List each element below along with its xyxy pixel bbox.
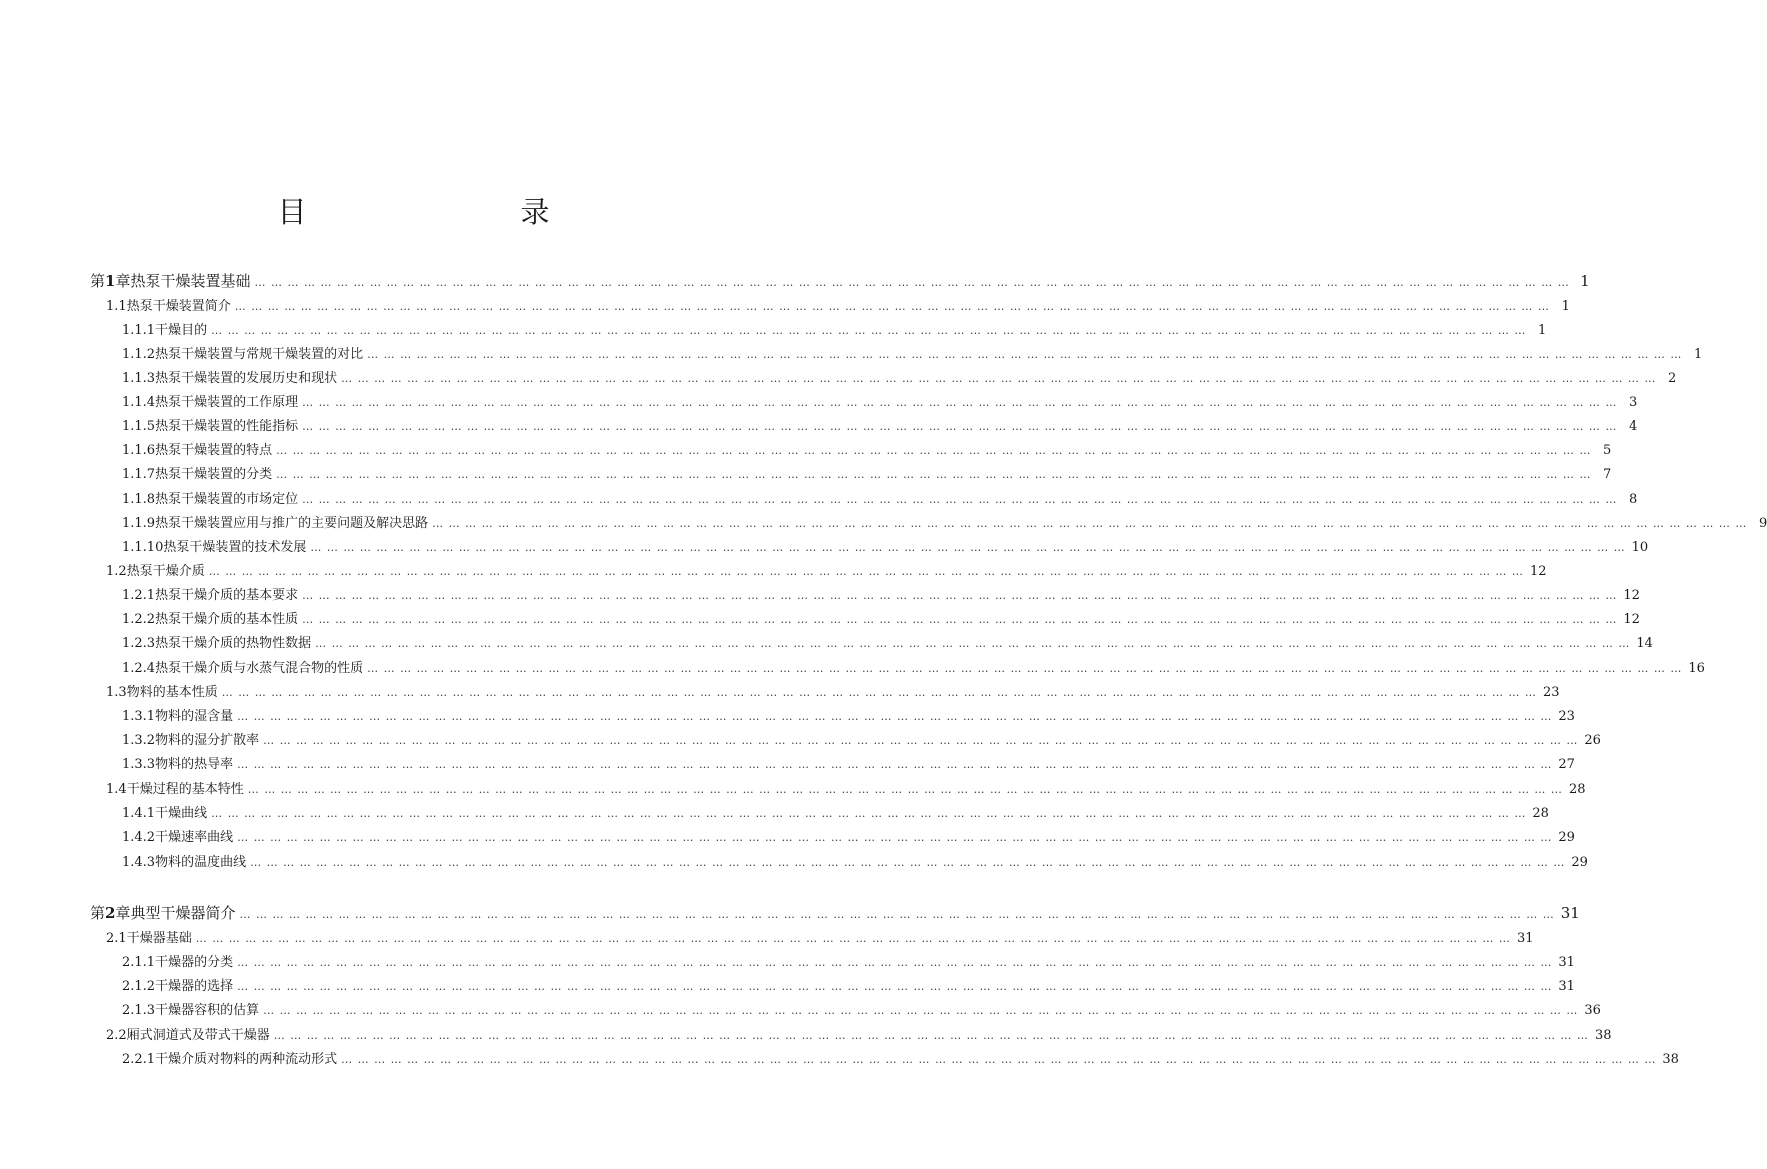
toc-entry-title: 热泵干燥装置的发展历史和现状 — [155, 371, 338, 386]
toc-entry-page: 12 — [1623, 588, 1640, 603]
toc-entry-title: 热泵干燥装置的特点 — [155, 443, 273, 458]
dot-leader: … … … … … … … … … … … … … … … … … … … … … … … … … … … … … … … … … … … … … … … … … … … … … … … … … … … … … … … … … … … … … … … … … … … … … … … … … … … … … … … … — [237, 710, 1553, 723]
toc-entry-title: 物料的湿含量 — [155, 709, 234, 724]
toc-entry-page: 12 — [1529, 564, 1547, 579]
toc-entry-number: 2.2 — [106, 1028, 127, 1043]
toc-entry-page: 28 — [1568, 782, 1586, 797]
toc-entry-title: 热泵干燥装置的性能指标 — [155, 419, 299, 434]
dot-leader: … … … … … … … … … … … … … … … … … … … … … … … … … … … … … … … … … … … … … … … … … … … … … … … … … … … … … … … … … … … … … … … … … … … … … … … … … … … … … … … … — [211, 324, 1527, 337]
toc-entry-page: 38 — [1662, 1052, 1679, 1067]
toc-entry[interactable] — [106, 295, 1570, 314]
toc-entry-page: 9 — [1759, 516, 1767, 531]
toc-entry[interactable] — [122, 999, 1601, 1018]
dot-leader: … … … … … … … … … … … … … … … … … … … … … … … … … … … … … … … … … … … … … … … … … … … … … … … … … … … … … … … … … … … … … … … … … … … … … … … … … … … … … … … … — [276, 468, 1592, 481]
toc-entry-title: 干燥曲线 — [155, 806, 208, 821]
toc-entry[interactable] — [122, 536, 1649, 555]
toc-entry-title: 干燥介质对物料的两种流动形式 — [155, 1052, 338, 1067]
dot-leader: … … … … … … … … … … … … … … … … … … … … … … … … … … … … … … … … … … … … … … … … … … … … … … … … … … … … … … … … … … … … … … … … … … … … … … … … … … … … … … … … — [221, 686, 1537, 699]
toc-entry-page: 26 — [1584, 733, 1601, 748]
toc-entry-number: 2.2.1 — [122, 1052, 156, 1067]
toc-entry-title: 热泵干燥装置的工作原理 — [155, 395, 299, 410]
toc-entry-title: 物料的温度曲线 — [155, 855, 247, 870]
toc-entry-number: 1.1.10 — [122, 540, 164, 555]
toc-entry-title: 干燥速率曲线 — [155, 830, 234, 845]
toc-entry-number: 1.4.3 — [122, 855, 156, 870]
toc-entry-number: 1.3 — [106, 685, 127, 700]
toc-entry[interactable] — [122, 463, 1612, 482]
toc-entry-title: 热泵干燥装置基础 — [130, 272, 251, 290]
toc-entry-number: 2.1 — [106, 931, 127, 946]
toc-entry[interactable] — [122, 826, 1575, 845]
chapter-number: 1 — [105, 272, 116, 290]
toc-entry[interactable] — [122, 343, 1703, 362]
toc-entry-page: 38 — [1594, 1028, 1612, 1043]
toc-entry-title: 干燥器的选择 — [155, 979, 234, 994]
dot-leader: … … … … … … … … … … … … … … … … … … … … … … … … … … … … … … … … … … … … … … … … … … … … … … … … … … … … … … … … … … … … … … … … … … … … … … … … … … … … … … … … — [263, 1004, 1579, 1017]
toc-entry-title: 干燥过程的基本特性 — [126, 782, 244, 797]
dot-leader: … … … … … … … … … … … … … … … … … … … … … … … … … … … … … … … … … … … … … … … … … … … … … … … … … … … … … … … … … … … … … … … … … … … … … … … … … … … … … … … … — [254, 276, 1570, 289]
toc-entry-number — [90, 902, 130, 923]
chapter-prefix: 第 — [90, 272, 106, 290]
dot-leader: … … … … … … … … … … … … … … … … … … … … … … … … … … … … … … … … … … … … … … … … … … … … … … … … … … … … … … … … … … … … … … … … … … … … … … … … … … … … … … … … — [302, 589, 1618, 602]
toc-entry-title: 热泵干燥装置的技术发展 — [163, 540, 307, 555]
toc-entry-page: 14 — [1636, 636, 1653, 651]
toc-entry-number: 1.1.1 — [122, 323, 156, 338]
dot-leader: … … … … … … … … … … … … … … … … … … … … … … … … … … … … … … … … … … … … … … … … … … … … … … … … … … … … … … … … … … … … … … … … … … … … … … … … … … … … … … … … — [239, 908, 1555, 921]
toc-entry-page: 5 — [1603, 443, 1612, 458]
dot-leader: … … … … … … … … … … … … … … … … … … … … … … … … … … … … … … … … … … … … … … … … … … … … … … … … … … … … … … … … … … … … … … … … … … … … … … … … … … … … … … … … — [263, 734, 1579, 747]
toc-entry-number: 1.4 — [106, 782, 127, 797]
toc-entry-title: 热泵干燥介质 — [126, 564, 205, 579]
toc-entry-title: 物料的基本性质 — [126, 685, 218, 700]
toc-entry[interactable] — [122, 802, 1549, 821]
toc-entry-page: 31 — [1558, 979, 1575, 994]
toc-entry-page: 1 — [1694, 347, 1703, 362]
toc-entry-page: 23 — [1542, 685, 1560, 700]
toc-entry-number: 1.3.1 — [122, 709, 156, 724]
dot-leader: … … … … … … … … … … … … … … … … … … … … … … … … … … … … … … … … … … … … … … … … … … … … … … … … … … … … … … … … … … … … … … … … … … … … … … … … … … … … … … … … — [315, 637, 1631, 650]
dot-leader: … … … … … … … … … … … … … … … … … … … … … … … … … … … … … … … … … … … … … … … … … … … … … … … … … … … … … … … … … … … … … … … … … … … … … … … … … … … … … … … … — [276, 444, 1592, 457]
toc-entry-page: 31 — [1560, 904, 1580, 922]
page-title: 目 录 — [277, 195, 602, 229]
toc-entry-page: 4 — [1629, 419, 1638, 434]
toc-entry-number: 1.2.3 — [122, 636, 156, 651]
dot-leader: … … … … … … … … … … … … … … … … … … … … … … … … … … … … … … … … … … … … … … … … … … … … … … … … … … … … … … … … … … … … … … … … … … … … … … … … … … … … … … … … — [302, 613, 1618, 626]
dot-leader: … … … … … … … … … … … … … … … … … … … … … … … … … … … … … … … … … … … … … … … … … … … … … … … … … … … … … … … … … … … … … … … … … … … … … … … … … … … … … … … … — [273, 1029, 1589, 1042]
toc-entry-number: 2.1.2 — [122, 979, 156, 994]
toc-entry[interactable] — [122, 584, 1640, 603]
toc-entry-title: 热泵干燥介质的热物性数据 — [155, 636, 312, 651]
toc-entry[interactable] — [122, 415, 1638, 434]
toc-entry-page: 36 — [1584, 1003, 1601, 1018]
toc-entry[interactable] — [122, 1048, 1679, 1067]
toc-entry[interactable] — [122, 632, 1653, 651]
toc-entry-page: 12 — [1623, 612, 1640, 627]
toc-entry-page: 1 — [1580, 272, 1590, 290]
toc-entry[interactable] — [122, 488, 1638, 507]
toc-entry-title: 干燥目的 — [155, 323, 208, 338]
toc-entry-number: 1.2.2 — [122, 612, 156, 627]
chapter-prefix: 第 — [90, 904, 106, 922]
toc-entry[interactable] — [122, 391, 1638, 410]
toc-entry-title: 热泵干燥装置与常规干燥装置的对比 — [155, 347, 364, 362]
toc-entry-number: 1.1.5 — [122, 419, 156, 434]
dot-leader: … … … … … … … … … … … … … … … … … … … … … … … … … … … … … … … … … … … … … … … … … … … … … … … … … … … … … … … … … … … … … … … … … … … … … … … … … … … … … … … … — [302, 420, 1618, 433]
toc-entry-page: 31 — [1516, 931, 1534, 946]
toc-entry-number: 1.4.1 — [122, 806, 156, 821]
toc-entry[interactable] — [122, 319, 1547, 338]
toc-entry-page: 1 — [1561, 299, 1570, 314]
toc-entry-number: 2.1.1 — [122, 955, 156, 970]
toc-entry-number: 1.1.7 — [122, 467, 156, 482]
chapter-number: 2 — [105, 904, 116, 922]
toc-entry-title: 热泵干燥装置的市场定位 — [155, 492, 299, 507]
toc-entry-page: 3 — [1629, 395, 1638, 410]
dot-leader: … … … … … … … … … … … … … … … … … … … … … … … … … … … … … … … … … … … … … … … … … … … … … … … … … … … … … … … … … … … … … … … … … … … … … … … … … … … … … … … … — [237, 980, 1553, 993]
toc-entry-number: 1.4.2 — [122, 830, 156, 845]
toc-entry-title: 干燥器容积的估算 — [155, 1003, 260, 1018]
toc-entry-title: 物料的热导率 — [155, 757, 234, 772]
toc-entry-number: 1.1 — [106, 299, 127, 314]
toc-entry-title: 干燥器基础 — [126, 931, 192, 946]
toc-entry-number: 1.3.3 — [122, 757, 156, 772]
toc-entry-number: 1.1.9 — [122, 516, 156, 531]
toc-entry-number: 1.1.3 — [122, 371, 156, 386]
toc-entry-page: 29 — [1558, 830, 1575, 845]
dot-leader: … … … … … … … … … … … … … … … … … … … … … … … … … … … … … … … … … … … … … … … … … … … … … … … … … … … … … … … … … … … … … … … … … … … … … … … … … … … … … … … … — [341, 372, 1657, 385]
toc-entry[interactable] — [122, 439, 1612, 458]
toc-entry-title: 物料的湿分扩散率 — [155, 733, 260, 748]
toc-entry[interactable] — [122, 975, 1575, 994]
dot-leader: … … … … … … … … … … … … … … … … … … … … … … … … … … … … … … … … … … … … … … … … … … … … … … … … … … … … … … … … … … … … … … … … … … … … … … … … … … … … … … … … — [432, 517, 1748, 530]
chapter-suffix: 章 — [115, 272, 131, 290]
toc-entry[interactable] — [122, 657, 1705, 676]
dot-leader: … … … … … … … … … … … … … … … … … … … … … … … … … … … … … … … … … … … … … … … … … … … … … … … … … … … … … … … … … … … … … … … … … … … … … … … … … … … … … … … … — [310, 541, 1626, 554]
chapter-suffix: 章 — [115, 904, 131, 922]
toc-entry-title: 干燥器的分类 — [155, 955, 234, 970]
toc-entry[interactable] — [106, 1024, 1612, 1043]
toc-entry-title: 典型干燥器简介 — [130, 904, 236, 922]
toc-entry-number: 1.2.4 — [122, 661, 156, 676]
toc-entry-title: 厢式洞道式及带式干燥器 — [126, 1028, 270, 1043]
toc-entry-title: 热泵干燥装置简介 — [126, 299, 231, 314]
toc-entry-page: 16 — [1688, 661, 1705, 676]
dot-leader: … … … … … … … … … … … … … … … … … … … … … … … … … … … … … … … … … … … … … … … … … … … … … … … … … … … … … … … … … … … … … … … … … … … … … … … … … … … … … … … … — [341, 1053, 1657, 1066]
toc-entry-page: 31 — [1558, 955, 1575, 970]
toc-entry-page: 28 — [1532, 806, 1549, 821]
toc-entry-number: 1.3.2 — [122, 733, 156, 748]
dot-leader: … … … … … … … … … … … … … … … … … … … … … … … … … … … … … … … … … … … … … … … … … … … … … … … … … … … … … … … … … … … … … … … … … … … … … … … … … … … … … … … … — [234, 300, 1550, 313]
toc-entry[interactable] — [106, 681, 1560, 700]
dot-leader: … … … … … … … … … … … … … … … … … … … … … … … … … … … … … … … … … … … … … … … … … … … … … … … … … … … … … … … … … … … … … … … … … … … … … … … … … … … … … … … … — [302, 396, 1618, 409]
toc-entry-number: 1.1.2 — [122, 347, 156, 362]
toc-entry-page: 2 — [1668, 371, 1677, 386]
dot-leader: … … … … … … … … … … … … … … … … … … … … … … … … … … … … … … … … … … … … … … … … … … … … … … … … … … … … … … … … … … … … … … … … … … … … … … … … … … … … … … … … — [195, 932, 1511, 945]
dot-leader: … … … … … … … … … … … … … … … … … … … … … … … … … … … … … … … … … … … … … … … … … … … … … … … … … … … … … … … … … … … … … … … … … … … … … … … … … … … … … … … … — [237, 831, 1553, 844]
toc-entry-number: 1.1.8 — [122, 492, 156, 507]
toc-entry-title: 热泵干燥介质的基本性质 — [155, 612, 299, 627]
toc-entry[interactable] — [90, 902, 1580, 923]
toc-entry-page: 29 — [1571, 855, 1588, 870]
toc-entry[interactable] — [122, 705, 1575, 724]
toc-entry[interactable] — [106, 927, 1534, 946]
toc-entry[interactable] — [122, 729, 1601, 748]
toc-entry[interactable] — [90, 270, 1590, 291]
toc-entry-number: 2.1.3 — [122, 1003, 156, 1018]
toc-entry-page: 27 — [1558, 757, 1575, 772]
dot-leader: … … … … … … … … … … … … … … … … … … … … … … … … … … … … … … … … … … … … … … … … … … … … … … … … … … … … … … … … … … … … … … … … … … … … … … … … … … … … … … … … — [247, 783, 1563, 796]
dot-leader: … … … … … … … … … … … … … … … … … … … … … … … … … … … … … … … … … … … … … … … … … … … … … … … … … … … … … … … … … … … … … … … … … … … … … … … … … … … … … … … … — [237, 758, 1553, 771]
toc-entry-page: 1 — [1538, 323, 1547, 338]
toc-entry-number: 1.1.4 — [122, 395, 156, 410]
toc-entry[interactable] — [122, 608, 1640, 627]
toc-entry[interactable] — [106, 560, 1547, 579]
toc-entry[interactable] — [122, 851, 1588, 870]
toc-entry-page: 10 — [1631, 540, 1649, 555]
toc-entry-number: 1.2 — [106, 564, 127, 579]
toc-entry[interactable] — [122, 512, 1767, 531]
toc-entry[interactable] — [122, 951, 1575, 970]
toc-entry-title: 热泵干燥装置的分类 — [155, 467, 273, 482]
toc-entry-title: 热泵干燥介质与水蒸气混合物的性质 — [155, 661, 364, 676]
toc-entry-number: 1.1.6 — [122, 443, 156, 458]
dot-leader: … … … … … … … … … … … … … … … … … … … … … … … … … … … … … … … … … … … … … … … … … … … … … … … … … … … … … … … … … … … … … … … … … … … … … … … … … … … … … … … … — [250, 856, 1566, 869]
toc-entry[interactable] — [106, 778, 1586, 797]
dot-leader: … … … … … … … … … … … … … … … … … … … … … … … … … … … … … … … … … … … … … … … … … … … … … … … … … … … … … … … … … … … … … … … … … … … … … … … … … … … … … … … … — [302, 493, 1618, 506]
toc-entry-page: 8 — [1629, 492, 1638, 507]
toc-entry-number: 1.2.1 — [122, 588, 156, 603]
dot-leader: … … … … … … … … … … … … … … … … … … … … … … … … … … … … … … … … … … … … … … … … … … … … … … … … … … … … … … … … … … … … … … … … … … … … … … … … … … … … … … … … — [237, 956, 1553, 969]
dot-leader: … … … … … … … … … … … … … … … … … … … … … … … … … … … … … … … … … … … … … … … … … … … … … … … … … … … … … … … … … … … … … … … … … … … … … … … … … … … … … … … … — [211, 807, 1527, 820]
toc-entry-page: 7 — [1603, 467, 1612, 482]
dot-leader: … … … … … … … … … … … … … … … … … … … … … … … … … … … … … … … … … … … … … … … … … … … … … … … … … … … … … … … … … … … … … … … … … … … … … … … … … … … … … … … … — [208, 565, 1524, 578]
dot-leader: … … … … … … … … … … … … … … … … … … … … … … … … … … … … … … … … … … … … … … … … … … … … … … … … … … … … … … … … … … … … … … … … … … … … … … … … … … … … … … … … — [367, 348, 1683, 361]
toc-entry[interactable] — [122, 367, 1677, 386]
toc-entry-page: 23 — [1558, 709, 1575, 724]
dot-leader: … … … … … … … … … … … … … … … … … … … … … … … … … … … … … … … … … … … … … … … … … … … … … … … … … … … … … … … … … … … … … … … … … … … … … … … … … … … … … … … … — [367, 662, 1683, 675]
toc-entry-title: 热泵干燥装置应用与推广的主要问题及解决思路 — [155, 516, 429, 531]
toc-entry[interactable] — [122, 753, 1575, 772]
toc-entry-number — [90, 270, 130, 291]
toc-entry-title: 热泵干燥介质的基本要求 — [155, 588, 299, 603]
